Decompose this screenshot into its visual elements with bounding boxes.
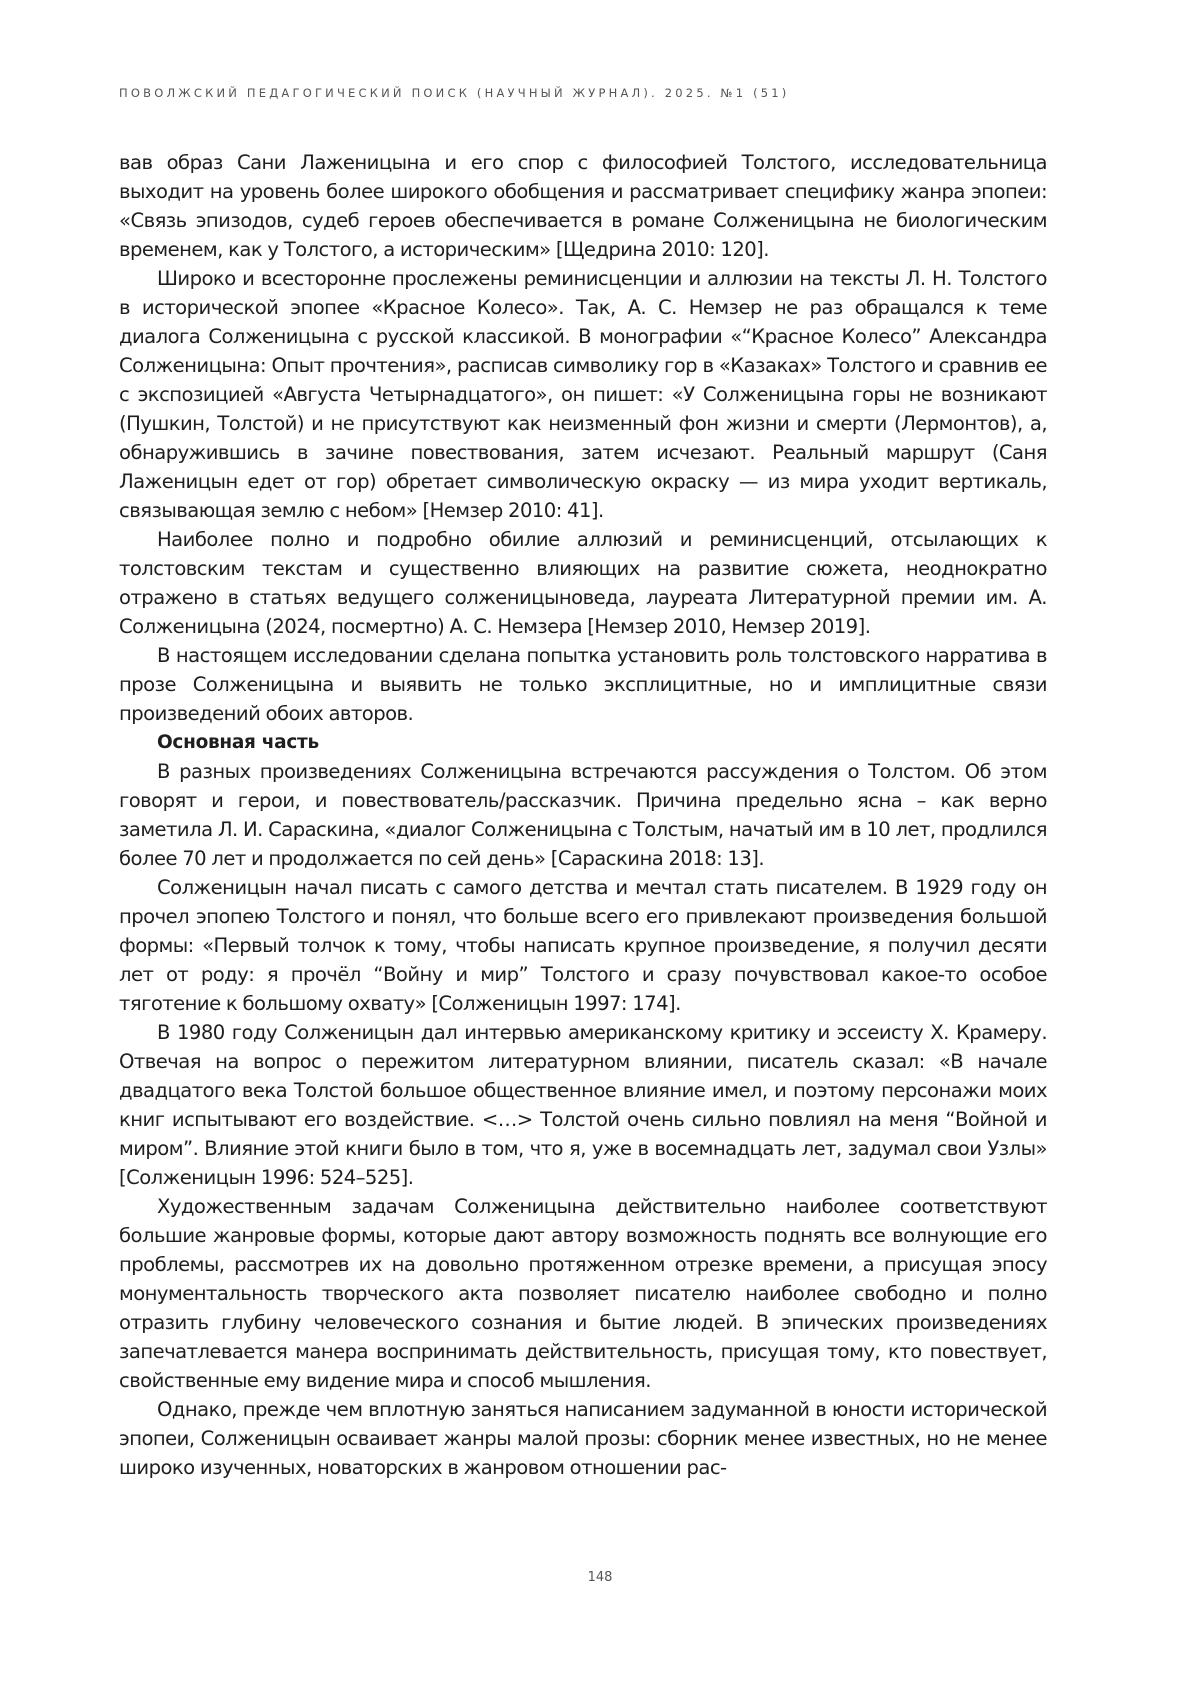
page-number: 148 bbox=[587, 1570, 613, 1585]
section-heading: Основная часть bbox=[157, 732, 319, 753]
paragraph-6: Солженицын начал писать с самого детства и мечтал стать писателем. В 1929 году он прочел эпопею Толстого и понял, что больше всего его привлекают произведения большой формы: «Первый толчок к тому, чтобы написать крупное произведение, я получил десяти лет от роду: я прочёл “Войну и мир” Толстого и сразу почувствовал какое-то особое тяготение к большому охвату» [Солженицын 1997: 174]. bbox=[119, 876, 1047, 1015]
paragraph-2: Широко и всесторонне прослежены реминисценции и аллюзии на тексты Л. Н. Толстого в исторической эпопее «Красное Колесо». Так, А. С. Немзер не раз обращался к теме диалога Солженицына с русской классикой. В монографии «“Красное Колесо” Александра Солженицына: Опыт прочтения», расписав символику гор в «Казаках» Толстого и сравнив ее с экспозицией «Августа Четырнадцатого», он пишет: «У Солженицына горы не возникают (Пушкин, Толстой) и не присутствуют как неизменный фон жизни и смерти (Лермонтов), а, обнаружившись в зачине повествования, затем исчезают. Реальный маршрут (Саня Лаженицын едет от гор) обретает символическую окраску — из мира уходит вертикаль, связывающая землю с небом» [Немзер 2010: 41]. bbox=[119, 267, 1047, 522]
paragraph-5: В разных произведениях Солженицына встречаются рассуждения о Толстом. Об этом говорят и герои, и повествователь/рассказчик. Причина предельно ясна – как верно заметила Л. И. Сараскина, «диалог Солженицына с Толстым, начатый им в 10 лет, продлился более 70 лет и продолжается по сей день» [Сараскина 2018: 13]. bbox=[119, 760, 1047, 870]
running-header: ПОВОЛЖСКИЙ ПЕДАГОГИЧЕСКИЙ ПОИСК (НАУЧНЫЙ ЖУРНАЛ). 2025. №1 (51) bbox=[119, 86, 790, 100]
paragraph-1: вав образ Сани Лаженицына и его спор с философией Толстого, исследовательница выходит на уровень более широкого обобщения и рассматривает специфику жанра эпопеи: «Связь эпизодов, судеб героев обеспечивается в романе Солженицына не биологическим временем, как у Толстого, а историческим» [Щедрина 2010: 120]. bbox=[119, 151, 1047, 261]
article-body bbox=[119, 148, 1047, 1482]
paragraph-7: В 1980 году Солженицын дал интервью американскому критику и эссеисту Х. Крамеру. Отвечая на вопрос о пережитом литературном влиянии, писатель сказал: «В начале двадцатого века Толстой большое общественное влияние имел, и поэтому персонажи моих книг испытывают его воздействие. <…> Толстой очень сильно повлиял на меня “Войной и миром”. Влияние этой книги было в том, что я, уже в восемнадцать лет, задумал свои Узлы» [Солженицын 1996: 524–525]. bbox=[119, 1021, 1047, 1189]
paragraph-4: В настоящем исследовании сделана попытка установить роль толстовского нарратива в прозе Солженицына и выявить не только эксплицитные, но и имплицитные связи произведений обоих авторов. bbox=[119, 644, 1047, 725]
paragraph-9: Однако, прежде чем вплотную заняться написанием задуманной в юности исторической эпопеи, Солженицын осваивает жанры малой прозы: сборник менее известных, но не менее широко изученных, новаторских в жанровом отношении рас- bbox=[119, 1398, 1047, 1479]
paragraph-8: Художественным задачам Солженицына действительно наиболее соответствуют большие жанровые формы, которые дают автору возможность поднять все волнующие его проблемы, рассмотрев их на довольно протяженном отрезке времени, а присущая эпосу монументальность творческого акта позволяет писателю наиболее свободно и полно отразить глубину человеческого сознания и бытие людей. В эпических произведениях запечатлевается манера воспринимать действительность, присущая тому, кто повествует, свойственные ему видение мира и способ мышления. bbox=[119, 1195, 1047, 1392]
paragraph-3: Наиболее полно и подробно обилие аллюзий и реминисценций, отсылающих к толстовским текстам и существенно влияющих на развитие сюжета, неоднократно отражено в статьях ведущего солженицыноведа, лауреата Литературной премии им. А. Солженицына (2024, посмертно) А. С. Немзера [Немзер 2010, Немзер 2019]. bbox=[119, 528, 1047, 638]
